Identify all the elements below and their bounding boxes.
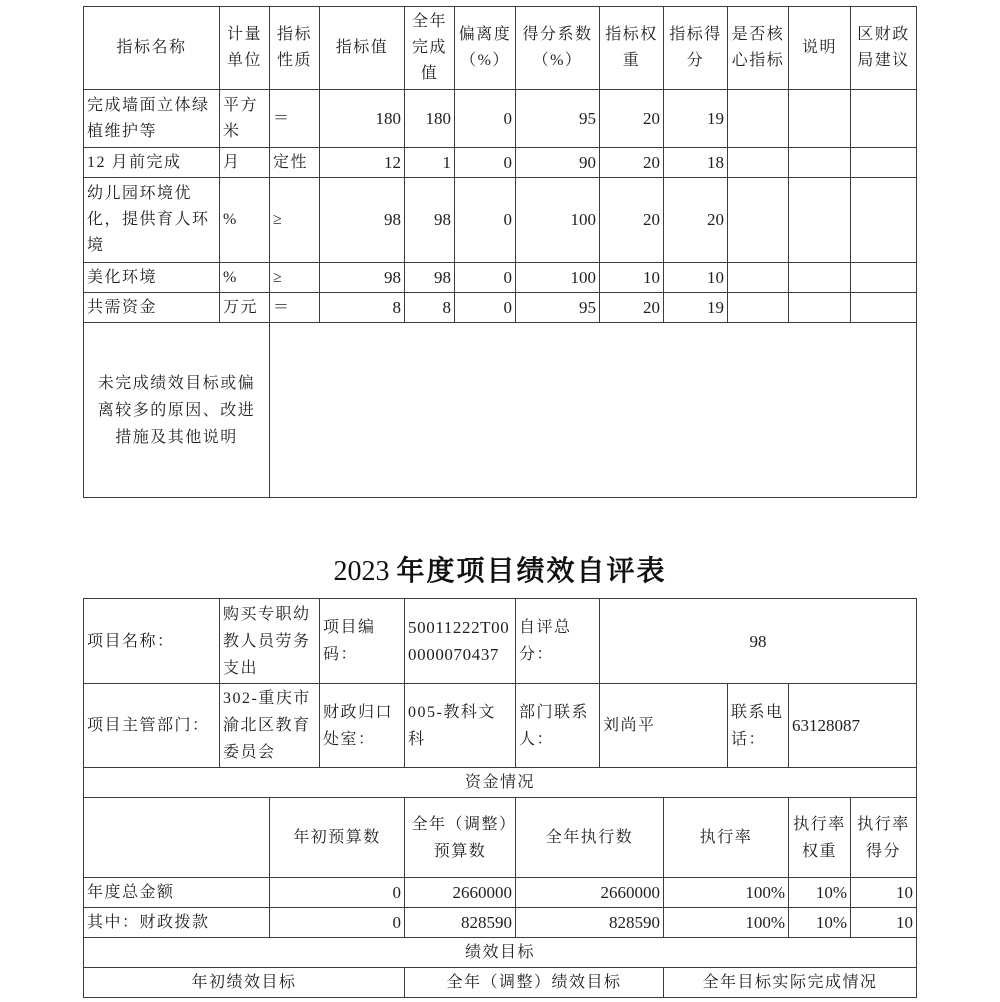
title-text: 年度项目绩效自评表 — [396, 556, 667, 587]
contact-person: 刘尚平 — [600, 684, 728, 768]
table-row — [84, 293, 917, 323]
actual-value-cell: 98 — [405, 263, 455, 293]
finance-office: 005-教科文科 — [405, 684, 516, 768]
note-cell — [789, 90, 851, 148]
weight-cell: 20 — [600, 148, 664, 178]
actual-value-cell: 1 — [405, 148, 455, 178]
score-cell: 10 — [664, 263, 728, 293]
suggestion-cell — [851, 178, 917, 263]
indicator-name-cell: 12 月前完成 — [84, 148, 220, 178]
target-value-cell: 8 — [320, 293, 405, 323]
rate-weight-cell: 10% — [789, 878, 851, 908]
total-score-label: 自评总分： — [516, 599, 600, 684]
funds-header-row — [84, 798, 917, 878]
header-nature: 指标性质 — [270, 7, 320, 90]
performance-goals-title-row — [84, 938, 917, 968]
header-indicator-name: 指标名称 — [84, 7, 220, 90]
core-indicator-cell — [728, 148, 789, 178]
deviation-cell: 0 — [455, 90, 516, 148]
actual-completion-header: 全年目标实际完成情况 — [664, 968, 917, 998]
project-code-label: 项目编码： — [320, 599, 405, 684]
header-note: 说明 — [789, 7, 851, 90]
unit-cell: % — [220, 178, 270, 263]
table-row — [84, 908, 917, 938]
score-coefficient-cell: 100 — [516, 178, 600, 263]
deviation-cell: 0 — [455, 263, 516, 293]
weight-cell: 20 — [600, 90, 664, 148]
suggestion-cell — [851, 90, 917, 148]
deviation-cell: 0 — [455, 293, 516, 323]
project-name-label: 项目名称： — [84, 599, 220, 684]
actual-value-cell: 8 — [405, 293, 455, 323]
department-label: 项目主管部门： — [84, 684, 220, 768]
header-unit: 计量单位 — [220, 7, 270, 90]
funds-header-execution-rate: 执行率 — [664, 798, 789, 878]
actual-value-cell: 180 — [405, 90, 455, 148]
indicator-name-cell: 美化环境 — [84, 263, 220, 293]
rate-score-cell: 10 — [851, 878, 917, 908]
project-info-row — [84, 599, 917, 684]
phone: 63128087 — [789, 684, 917, 768]
adjusted-budget-cell: 2660000 — [405, 878, 516, 908]
weight-cell: 20 — [600, 178, 664, 263]
adjusted-budget-cell: 828590 — [405, 908, 516, 938]
core-indicator-cell — [728, 178, 789, 263]
department: 302-重庆市渝北区教育委员会 — [220, 684, 320, 768]
note-cell — [789, 263, 851, 293]
remarks-value-cell — [270, 323, 917, 498]
table-row — [84, 90, 917, 148]
header-annual-actual: 全年完成值 — [405, 7, 455, 90]
header-core-indicator: 是否核心指标 — [728, 7, 789, 90]
funds-header-initial-budget: 年初预算数 — [270, 798, 405, 878]
rate-score-cell: 10 — [851, 908, 917, 938]
deviation-cell: 0 — [455, 148, 516, 178]
header-score-coefficient: 得分系数（%） — [516, 7, 600, 90]
header-target-value: 指标值 — [320, 7, 405, 90]
funds-header-rate-score: 执行率得分 — [851, 798, 917, 878]
header-weight: 指标权重 — [600, 7, 664, 90]
adjusted-goals-header: 全年（调整）绩效目标 — [405, 968, 664, 998]
unit-cell: 平方米 — [220, 90, 270, 148]
suggestion-cell — [851, 148, 917, 178]
initial-budget-cell: 0 — [270, 878, 405, 908]
nature-cell: ≥ — [270, 263, 320, 293]
self-evaluation-table — [83, 598, 917, 998]
department-info-row — [84, 684, 917, 768]
nature-cell: ＝ — [270, 293, 320, 323]
table-row — [84, 263, 917, 293]
remarks-label: 未完成绩效目标或偏离较多的原因、改进措施及其他说明 — [84, 323, 270, 498]
weight-cell: 20 — [600, 293, 664, 323]
finance-office-label: 财政归口处室： — [320, 684, 405, 768]
initial-goals-header: 年初绩效目标 — [84, 968, 405, 998]
score-cell: 19 — [664, 293, 728, 323]
table-row — [84, 148, 917, 178]
table-row — [84, 878, 917, 908]
target-value-cell: 98 — [320, 263, 405, 293]
score-coefficient-cell: 100 — [516, 263, 600, 293]
nature-cell: 定性 — [270, 148, 320, 178]
funds-header-adjusted-budget: 全年（调整）预算数 — [405, 798, 516, 878]
target-value-cell: 180 — [320, 90, 405, 148]
total-score: 98 — [600, 599, 917, 684]
score-coefficient-cell: 95 — [516, 293, 600, 323]
unit-cell: % — [220, 263, 270, 293]
initial-budget-cell: 0 — [270, 908, 405, 938]
funds-header-executed: 全年执行数 — [516, 798, 664, 878]
header-score: 指标得分 — [664, 7, 728, 90]
indicator-name-cell: 幼儿园环境优化，提供育人环境 — [84, 178, 220, 263]
nature-cell: ＝ — [270, 90, 320, 148]
unit-cell: 月 — [220, 148, 270, 178]
funds-header-rate-weight: 执行率权重 — [789, 798, 851, 878]
actual-value-cell: 98 — [405, 178, 455, 263]
table-row — [84, 178, 917, 263]
note-cell — [789, 148, 851, 178]
funds-section-title: 资金情况 — [84, 768, 917, 798]
executed-cell: 2660000 — [516, 878, 664, 908]
core-indicator-cell — [728, 293, 789, 323]
note-cell — [789, 178, 851, 263]
performance-goals-title: 绩效目标 — [84, 938, 917, 968]
performance-goals-header-row — [84, 968, 917, 998]
score-cell: 20 — [664, 178, 728, 263]
note-cell — [789, 293, 851, 323]
indicator-name-cell: 完成墙面立体绿植维护等 — [84, 90, 220, 148]
unit-cell: 万元 — [220, 293, 270, 323]
target-value-cell: 98 — [320, 178, 405, 263]
target-value-cell: 12 — [320, 148, 405, 178]
table-header-row — [84, 7, 917, 90]
suggestion-cell — [851, 263, 917, 293]
fund-row-label: 年度总金额 — [84, 878, 270, 908]
header-finance-bureau-suggestion: 区财政局建议 — [851, 7, 917, 90]
score-coefficient-cell: 90 — [516, 148, 600, 178]
weight-cell: 10 — [600, 263, 664, 293]
core-indicator-cell — [728, 90, 789, 148]
title-year: 2023 — [333, 556, 390, 587]
core-indicator-cell — [728, 263, 789, 293]
score-cell: 19 — [664, 90, 728, 148]
project-code: 50011222T000000070437 — [405, 599, 516, 684]
executed-cell: 828590 — [516, 908, 664, 938]
remarks-row — [84, 323, 917, 498]
score-cell: 18 — [664, 148, 728, 178]
project-name: 购买专职幼教人员劳务支出 — [220, 599, 320, 684]
rate-weight-cell: 10% — [789, 908, 851, 938]
execution-rate-cell: 100% — [664, 908, 789, 938]
fund-row-label: 其中：财政拨款 — [84, 908, 270, 938]
indicator-table — [83, 6, 917, 498]
execution-rate-cell: 100% — [664, 878, 789, 908]
page-title — [0, 552, 1000, 592]
phone-label: 联系电话： — [728, 684, 789, 768]
indicator-name-cell: 共需资金 — [84, 293, 220, 323]
contact-person-label: 部门联系人： — [516, 684, 600, 768]
funds-title-row — [84, 768, 917, 798]
header-deviation: 偏离度（%） — [455, 7, 516, 90]
suggestion-cell — [851, 293, 917, 323]
funds-header-blank — [84, 798, 270, 878]
nature-cell: ≥ — [270, 178, 320, 263]
deviation-cell: 0 — [455, 178, 516, 263]
score-coefficient-cell: 95 — [516, 90, 600, 148]
